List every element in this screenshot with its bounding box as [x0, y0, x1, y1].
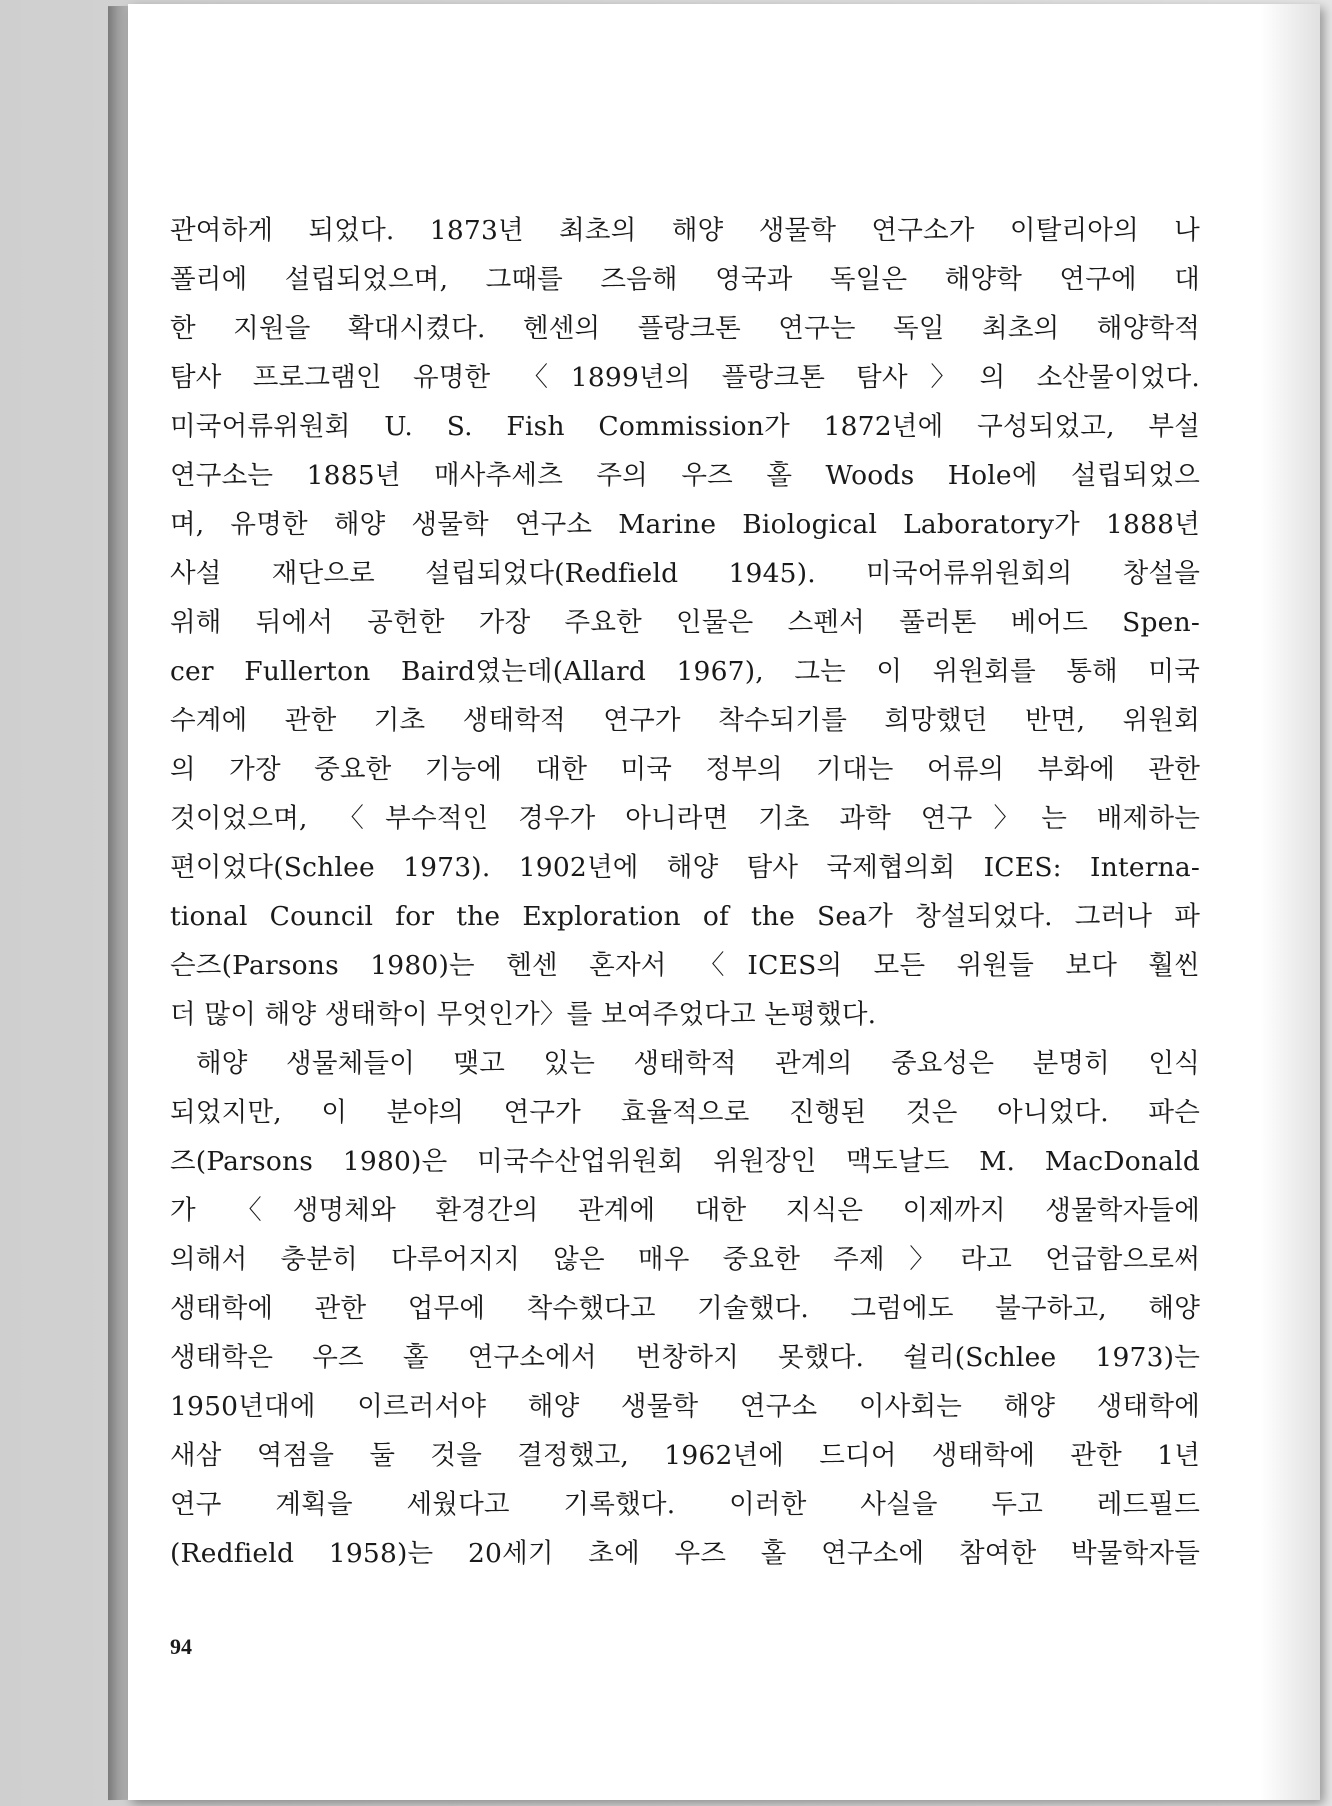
- page-curl-shadow: [1260, 4, 1320, 1800]
- text-line: 의 가장 중요한 기능에 대한 미국 정부의 기대는 어류의 부화에 관한: [170, 754, 1200, 785]
- text-line: 생태학에 관한 업무에 착수했다고 기술했다. 그럼에도 불구하고, 해양: [170, 1293, 1200, 1324]
- text-line: 사설 재단으로 설립되었다(Redfield 1945). 미국어류위원회의 창설을: [170, 558, 1200, 589]
- page-number: 94: [170, 1634, 192, 1659]
- text-line: 슨즈(Parsons 1980)는 헨센 혼자서 〈ICES의 모든 위원들 보다 훨씬: [170, 950, 1200, 981]
- text-line: 더 많이 해양 생태학이 무엇인가〉를 보여주었다고 논평했다.: [170, 999, 877, 1030]
- text-line: (Redfield 1958)는 20세기 초에 우즈 홀 연구소에 참여한 박물학자들: [170, 1538, 1200, 1569]
- text-line: 며, 유명한 해양 생물학 연구소 Marine Biological Laboratory가 1888년: [170, 509, 1200, 540]
- text-line: 생태학은 우즈 홀 연구소에서 번창하지 못했다. 쉴리(Schlee 1973)는: [170, 1342, 1200, 1373]
- text-line: 미국어류위원회 U. S. Fish Commission가 1872년에 구성되었고, 부설: [170, 411, 1200, 442]
- text-line: 새삼 역점을 둘 것을 결정했고, 1962년에 드디어 생태학에 관한 1년: [170, 1440, 1200, 1471]
- text-line: 의해서 충분히 다루어지지 않은 매우 중요한 주제〉라고 언급함으로써: [170, 1244, 1200, 1275]
- paragraph-2: [170, 1039, 1200, 1578]
- text-line: 되었지만, 이 분야의 연구가 효율적으로 진행된 것은 아니었다. 파슨: [170, 1097, 1200, 1128]
- text-line: 것이었으며, 〈부수적인 경우가 아니라면 기초 과학 연구〉는 배제하는: [170, 803, 1200, 834]
- text-line: 연구 계획을 세웠다고 기록했다. 이러한 사실을 두고 레드필드: [170, 1489, 1200, 1520]
- text-line: 한 지원을 확대시켰다. 헨센의 플랑크톤 연구는 독일 최초의 해양학적: [170, 313, 1200, 344]
- text-line: 탐사 프로그램인 유명한 〈1899년의 플랑크톤 탐사〉의 소산물이었다.: [170, 362, 1200, 393]
- text-line: cer Fullerton Baird였는데(Allard 1967), 그는 이 위원회를 통해 미국: [170, 656, 1200, 687]
- text-line: 해양 생물체들이 맺고 있는 생태학적 관계의 중요성은 분명히 인식: [196, 1048, 1200, 1079]
- text-line: 연구소는 1885년 매사추세츠 주의 우즈 홀 Woods Hole에 설립되었으: [170, 460, 1200, 491]
- text-line: 폴리에 설립되었으며, 그때를 즈음해 영국과 독일은 해양학 연구에 대: [170, 264, 1200, 295]
- text-line: 위해 뒤에서 공헌한 가장 주요한 인물은 스펜서 풀러톤 베어드 Spen-: [170, 607, 1200, 638]
- body-text: [170, 206, 1200, 1578]
- text-line: tional Council for the Exploration of the Sea가 창설되었다. 그러나 파: [170, 901, 1200, 932]
- text-line: 편이었다(Schlee 1973). 1902년에 해양 탐사 국제협의회 ICES: Interna-: [170, 852, 1200, 883]
- paragraph-1: [170, 206, 1200, 1039]
- text-line: 1950년대에 이르러서야 해양 생물학 연구소 이사회는 해양 생태학에: [170, 1391, 1200, 1422]
- text-line: 수계에 관한 기초 생태학적 연구가 착수되기를 희망했던 반면, 위원회: [170, 705, 1200, 736]
- text-line: 가 〈생명체와 환경간의 관계에 대한 지식은 이제까지 생물학자들에: [170, 1195, 1200, 1226]
- text-line: 관여하게 되었다. 1873년 최초의 해양 생물학 연구소가 이탈리아의 나: [170, 215, 1200, 246]
- text-line: 즈(Parsons 1980)은 미국수산업위원회 위원장인 맥도날드 M. MacDonald: [170, 1146, 1200, 1177]
